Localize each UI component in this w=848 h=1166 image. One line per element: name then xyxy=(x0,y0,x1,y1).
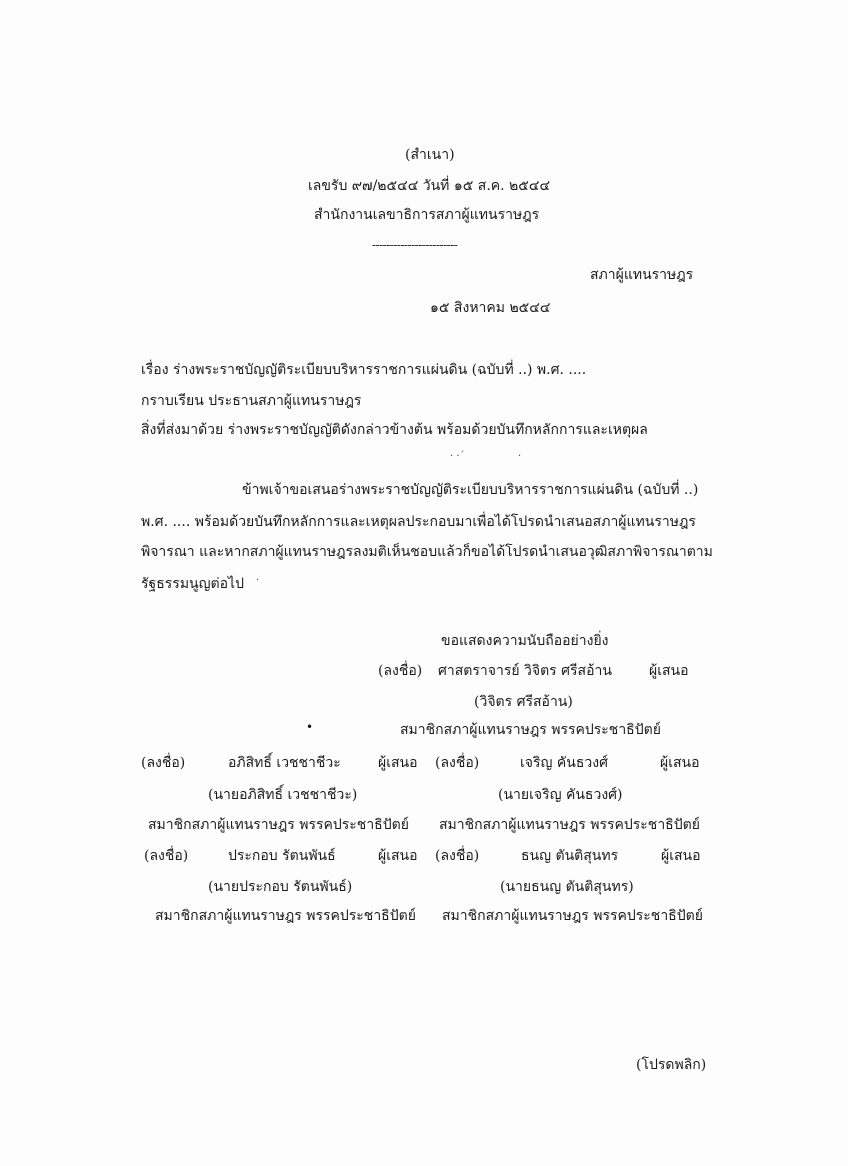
signer-3-signed-label: (ลงชื่อ) xyxy=(144,848,189,864)
office-name: สำนักงานเลขาธิการสภาผู้แทนราษฎร xyxy=(314,207,540,223)
signer-4-printed-name: (นายธนญ ตันติสุนทร) xyxy=(500,879,634,895)
scan-speck: · ·´ xyxy=(450,451,465,462)
signer-1-signature: อภิสิทธิ์ เวชชาชีวะ xyxy=(228,755,341,771)
separator-line: ------------------------ xyxy=(372,238,458,252)
signer-3-position: สมาชิกสภาผู้แทนราษฎร พรรคประชาธิปัตย์ xyxy=(155,908,416,924)
scan-speck: · xyxy=(518,451,522,462)
copy-label: (สำเนา) xyxy=(405,147,455,163)
scan-speck: · xyxy=(256,575,260,586)
recipient-org: สภาผู้แทนราษฎร xyxy=(590,267,694,283)
scan-speck: • xyxy=(306,720,314,734)
closing-line: ขอแสดงความนับถืออย่างยิ่ง xyxy=(441,633,609,649)
main-proposer-label: ผู้เสนอ xyxy=(649,663,689,679)
signer-2-signed-label: (ลงชื่อ) xyxy=(435,755,480,771)
signer-3-signature: ประกอบ รัตนพันธ์ xyxy=(228,848,336,864)
main-signature: ศาสตราจารย์ วิจิตร ศรีสอ้าน xyxy=(438,663,612,679)
signer-4-signature: ธนญ ตันติสุนทร xyxy=(521,848,619,864)
signer-2-signature: เจริญ คันธวงศ์ xyxy=(520,755,608,771)
signer-4-position: สมาชิกสภาผู้แทนราษฎร พรรคประชาธิปัตย์ xyxy=(442,908,703,924)
enclosure-line: สิ่งที่ส่งมาด้วย ร่างพระราชบัญญัติดังกล่าวข้างต้น พร้อมด้วยบันทึกหลักการและเหตุผล xyxy=(141,422,648,438)
body-line-1: ข้าพเจ้าขอเสนอร่างพระราชบัญญัติระเบียบบริหารราชการแผ่นดิน (ฉบับที่ ..) xyxy=(242,482,699,498)
signer-2-printed-name: (นายเจริญ คันธวงศ์) xyxy=(498,787,623,803)
turn-over-note: (โปรดพลิก) xyxy=(636,1057,707,1073)
main-position: สมาชิกสภาผู้แทนราษฎร พรรคประชาธิปัตย์ xyxy=(400,722,661,738)
subject-line: เรื่อง ร่างพระราชบัญญัติระเบียบบริหารราชการแผ่นดิน (ฉบับที่ ..) พ.ศ. .... xyxy=(141,362,587,378)
salutation-line: กราบเรียน ประธานสภาผู้แทนราษฎร xyxy=(141,393,362,409)
main-signed-label: (ลงชื่อ) xyxy=(378,663,423,679)
body-line-3: พิจารณา และหากสภาผู้แทนราษฎรลงมติเห็นชอบแล้วก็ขอได้โปรดนำเสนอวุฒิสภาพิจารณาตาม xyxy=(141,544,713,560)
body-line-2: พ.ศ. .... พร้อมด้วยบันทึกหลักการและเหตุผลประกอบมาเพื่อได้โปรดนำเสนอสภาผู้แทนราษฎร xyxy=(141,514,696,530)
main-printed-name: (วิจิตร ศรีสอ้าน) xyxy=(474,694,573,710)
receipt-line: เลขรับ ๙๗/๒๕๔๔ วันที่ ๑๕ ส.ค. ๒๕๔๔ xyxy=(308,178,551,194)
signer-4-signed-label: (ลงชื่อ) xyxy=(435,848,480,864)
signer-1-position: สมาชิกสภาผู้แทนราษฎร พรรคประชาธิปัตย์ xyxy=(148,817,409,833)
signer-3-printed-name: (นายประกอบ รัตนพันธ์) xyxy=(208,879,353,895)
signer-2-position: สมาชิกสภาผู้แทนราษฎร พรรคประชาธิปัตย์ xyxy=(439,817,700,833)
signer-2-proposer-label: ผู้เสนอ xyxy=(660,755,700,771)
body-line-4: รัฐธรรมนูญต่อไป xyxy=(141,576,244,592)
signer-3-proposer-label: ผู้เสนอ xyxy=(378,848,418,864)
letter-date: ๑๕ สิงหาคม ๒๕๔๔ xyxy=(430,300,551,316)
signer-4-proposer-label: ผู้เสนอ xyxy=(661,848,701,864)
signer-1-signed-label: (ลงชื่อ) xyxy=(141,755,186,771)
signer-1-proposer-label: ผู้เสนอ xyxy=(378,755,418,771)
signer-1-printed-name: (นายอภิสิทธิ์ เวชชาชีวะ) xyxy=(208,787,358,803)
